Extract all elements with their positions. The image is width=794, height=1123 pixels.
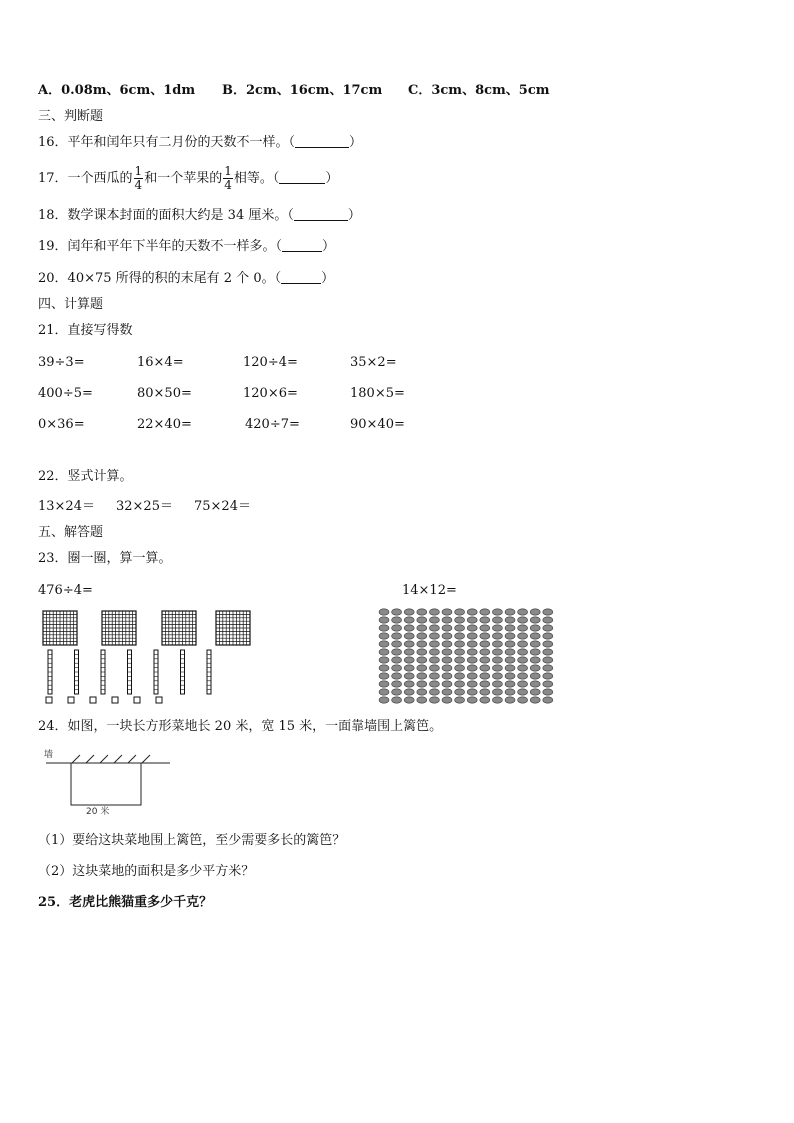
dot — [417, 673, 427, 679]
dot — [379, 665, 389, 671]
dot — [442, 633, 452, 639]
dot — [404, 697, 414, 703]
dot — [379, 625, 389, 631]
dot — [429, 673, 439, 679]
base-ten-blocks-illustration — [38, 605, 278, 715]
dot — [442, 625, 452, 631]
dot — [543, 673, 553, 679]
dot — [429, 681, 439, 687]
dot — [530, 697, 540, 703]
dot — [467, 665, 477, 671]
hundred-block — [162, 611, 196, 645]
answer-blank-20[interactable] — [281, 271, 321, 284]
dot — [417, 633, 427, 639]
garden-rectangle — [71, 763, 141, 805]
dot — [467, 641, 477, 647]
wall-hatching — [72, 755, 150, 763]
question-17-text-3: 相等。（ — [233, 171, 280, 186]
dot — [543, 633, 553, 639]
dot — [442, 609, 452, 615]
vertical-calc-item: 13×24＝ — [38, 499, 95, 514]
dot — [518, 697, 528, 703]
dot — [392, 617, 402, 623]
dot — [455, 641, 465, 647]
vertical-calc-item: 75×24＝ — [194, 499, 251, 514]
dot — [392, 665, 402, 671]
dot — [492, 689, 502, 695]
ten-rod — [154, 650, 158, 694]
dot — [455, 657, 465, 663]
dot — [518, 657, 528, 663]
dot — [480, 681, 490, 687]
question-18-text: 18．数学课本封面的面积大约是 34 厘米。（ — [38, 208, 294, 223]
dot — [442, 681, 452, 687]
dot — [543, 689, 553, 695]
dot — [429, 649, 439, 655]
dot — [379, 657, 389, 663]
answer-blank-17[interactable] — [279, 171, 325, 184]
dot — [543, 617, 553, 623]
dot — [467, 689, 477, 695]
dot — [417, 625, 427, 631]
calc-item: 80×50= — [137, 386, 192, 401]
question-25-title: 25．老虎比熊猫重多少千克？ — [38, 895, 213, 910]
dot — [455, 617, 465, 623]
dot — [404, 617, 414, 623]
dot — [505, 673, 515, 679]
hundred-block — [102, 611, 136, 645]
dot — [404, 665, 414, 671]
dot — [379, 689, 389, 695]
calc-item: 180×5= — [350, 386, 405, 401]
dot — [492, 665, 502, 671]
dot — [442, 657, 452, 663]
dot — [543, 609, 553, 615]
answer-blank-16[interactable] — [295, 135, 349, 148]
dot — [417, 681, 427, 687]
question-20-text: 20．40×75 所得的积的末尾有 2 个 0。（ — [38, 271, 282, 286]
dot — [492, 673, 502, 679]
calc-item: 120×6= — [243, 386, 298, 401]
question-17-text-1: 17．一个西瓜的 — [38, 171, 133, 186]
dot — [543, 649, 553, 655]
dot — [480, 617, 490, 623]
dot — [467, 673, 477, 679]
dot — [492, 625, 502, 631]
dot — [518, 617, 528, 623]
dot — [480, 633, 490, 639]
length-label: 20 米 — [86, 807, 110, 817]
dot — [404, 649, 414, 655]
ten-rod — [75, 650, 79, 694]
dot — [492, 649, 502, 655]
dot — [505, 657, 515, 663]
question-17-text-2: 和一个苹果的 — [144, 171, 223, 186]
question-16: 16．平年和闰年只有二月份的天数不一样。（ ） — [38, 135, 363, 150]
dot — [505, 649, 515, 655]
question-24-part-1: （1）要给这块菜地围上篱笆，至少需要多长的篱笆？ — [38, 833, 346, 848]
dot — [480, 697, 490, 703]
dot — [429, 625, 439, 631]
dot — [442, 641, 452, 647]
dot — [429, 657, 439, 663]
dot — [467, 617, 477, 623]
calc-item: 400÷5= — [38, 386, 93, 401]
dot — [404, 689, 414, 695]
dot — [442, 673, 452, 679]
dot — [543, 697, 553, 703]
dot — [480, 673, 490, 679]
unit-cube — [112, 697, 118, 703]
option-c: C．3cm、8cm、5cm — [408, 83, 550, 98]
dot — [379, 649, 389, 655]
dot — [379, 641, 389, 647]
dot — [455, 689, 465, 695]
question-19: 19．闰年和平年下半年的天数不一样多。（ ） — [38, 239, 336, 254]
division-expression: 476÷4= — [38, 583, 93, 598]
dot — [442, 665, 452, 671]
dot — [492, 681, 502, 687]
calc-item: 22×40= — [137, 417, 192, 432]
dot — [392, 689, 402, 695]
dot — [530, 625, 540, 631]
dot — [417, 689, 427, 695]
dot — [505, 625, 515, 631]
dot — [392, 649, 402, 655]
dot — [467, 625, 477, 631]
dot — [480, 689, 490, 695]
wall-label: 墙 — [44, 750, 54, 760]
dot — [429, 641, 439, 647]
dot — [455, 649, 465, 655]
dot — [417, 609, 427, 615]
question-23-title: 23．圈一圈，算一算。 — [38, 551, 172, 566]
answer-blank-19[interactable] — [282, 239, 322, 252]
dot — [530, 673, 540, 679]
dot — [455, 665, 465, 671]
question-24-part-2: （2）这块菜地的面积是多少平方米？ — [38, 864, 255, 879]
option-b: B．2cm、16cm、17cm — [222, 83, 383, 98]
dot — [392, 673, 402, 679]
dot — [505, 681, 515, 687]
hundred-block — [216, 611, 250, 645]
dot — [417, 657, 427, 663]
fraction-one-quarter-2: $\frac{1}{4}$ — [224, 164, 232, 192]
dot — [455, 625, 465, 631]
dot — [392, 697, 402, 703]
unit-cube — [156, 697, 162, 703]
dot — [404, 633, 414, 639]
dot — [518, 609, 528, 615]
dot — [442, 649, 452, 655]
calc-item: 16×4= — [137, 355, 184, 370]
unit-cube — [90, 697, 96, 703]
dot — [429, 609, 439, 615]
dot — [505, 617, 515, 623]
dot — [392, 657, 402, 663]
dot — [530, 617, 540, 623]
dot — [467, 633, 477, 639]
dot — [543, 657, 553, 663]
dot — [392, 609, 402, 615]
question-21-title: 21．直接写得数 — [38, 323, 133, 338]
dot — [505, 641, 515, 647]
answer-blank-18[interactable] — [294, 208, 348, 221]
dot — [530, 633, 540, 639]
dot — [442, 697, 452, 703]
dot — [480, 657, 490, 663]
dot — [505, 697, 515, 703]
dot — [492, 609, 502, 615]
dot — [417, 617, 427, 623]
question-18: 18．数学课本封面的面积大约是 34 厘米。（ ） — [38, 208, 361, 223]
dot — [379, 609, 389, 615]
dot — [467, 657, 477, 663]
dot — [404, 625, 414, 631]
dot — [480, 641, 490, 647]
dot — [505, 665, 515, 671]
calc-item: 420÷7= — [245, 417, 300, 432]
dot — [518, 641, 528, 647]
dot — [505, 689, 515, 695]
dot — [417, 641, 427, 647]
dot — [429, 697, 439, 703]
calc-item: 39÷3= — [38, 355, 85, 370]
dot — [518, 633, 528, 639]
dot — [379, 617, 389, 623]
dot — [518, 673, 528, 679]
question-24-title: 24．如图，一块长方形菜地长 20 米，宽 15 米，一面靠墙围上篱笆。 — [38, 719, 443, 734]
dot — [404, 673, 414, 679]
dot — [417, 649, 427, 655]
unit-cube — [68, 697, 74, 703]
dot — [455, 673, 465, 679]
calc-item: 0×36= — [38, 417, 85, 432]
dot — [530, 689, 540, 695]
dot — [492, 657, 502, 663]
dot — [417, 697, 427, 703]
dot — [455, 609, 465, 615]
dot — [505, 609, 515, 615]
dot — [392, 625, 402, 631]
hundred-block — [43, 611, 77, 645]
ten-rod — [207, 650, 211, 694]
dot — [417, 665, 427, 671]
dot — [505, 633, 515, 639]
dot — [518, 649, 528, 655]
dot — [404, 641, 414, 647]
dot — [480, 625, 490, 631]
multiplication-expression: 14×12= — [402, 583, 457, 598]
dot — [543, 681, 553, 687]
dot — [392, 633, 402, 639]
section-5-heading: 五、解答题 — [38, 525, 104, 540]
dot — [455, 681, 465, 687]
dot — [518, 665, 528, 671]
vegetable-garden-diagram — [38, 741, 178, 821]
question-22-title: 22．竖式计算。 — [38, 469, 133, 484]
dot — [429, 689, 439, 695]
dot — [518, 689, 528, 695]
dot-array-illustration — [376, 607, 560, 707]
dot — [530, 609, 540, 615]
dot — [442, 617, 452, 623]
dot — [518, 625, 528, 631]
ten-rod — [128, 650, 132, 694]
dot — [480, 649, 490, 655]
dot — [429, 617, 439, 623]
ten-rod — [48, 650, 52, 694]
ten-rod — [101, 650, 105, 694]
dot — [455, 697, 465, 703]
dot — [392, 641, 402, 647]
dot — [480, 665, 490, 671]
dot — [379, 673, 389, 679]
question-16-text: 16．平年和闰年只有二月份的天数不一样。（ — [38, 135, 296, 150]
calc-item: 120÷4= — [243, 355, 298, 370]
question-17: 17．一个西瓜的 $\frac{1}{4}$ 和一个苹果的 $\frac{1}{4}$ 相等。（ ） — [38, 164, 339, 192]
dot — [543, 625, 553, 631]
question-19-text: 19．闰年和平年下半年的天数不一样多。（ — [38, 239, 283, 254]
ten-rod — [181, 650, 185, 694]
dot — [455, 633, 465, 639]
dot — [543, 641, 553, 647]
fraction-one-quarter: $\frac{1}{4}$ — [134, 164, 143, 192]
dot — [530, 641, 540, 647]
calc-item: 90×40= — [350, 417, 405, 432]
dot — [442, 689, 452, 695]
dot — [530, 665, 540, 671]
dot — [530, 681, 540, 687]
unit-cube — [46, 697, 52, 703]
vertical-calc-item: 32×25＝ — [116, 499, 173, 514]
dot — [379, 633, 389, 639]
dot — [467, 649, 477, 655]
dot — [404, 657, 414, 663]
dot — [404, 681, 414, 687]
dot — [543, 665, 553, 671]
option-a: A．0.08m、6cm、1dm — [38, 83, 196, 98]
dot — [467, 697, 477, 703]
dot — [480, 609, 490, 615]
unit-cube — [134, 697, 140, 703]
question-20: 20．40×75 所得的积的末尾有 2 个 0。（ ） — [38, 271, 335, 286]
section-3-heading: 三、判断题 — [38, 109, 104, 124]
dot — [404, 609, 414, 615]
dot — [518, 681, 528, 687]
dot — [392, 681, 402, 687]
dot — [467, 681, 477, 687]
dot — [429, 633, 439, 639]
section-4-heading: 四、计算题 — [38, 297, 104, 312]
dot — [467, 609, 477, 615]
dot — [379, 681, 389, 687]
dot — [492, 641, 502, 647]
dot — [492, 617, 502, 623]
dot — [429, 665, 439, 671]
dot — [379, 697, 389, 703]
dot — [492, 697, 502, 703]
dot — [530, 657, 540, 663]
calc-item: 35×2= — [350, 355, 397, 370]
dot — [530, 649, 540, 655]
dot — [492, 633, 502, 639]
